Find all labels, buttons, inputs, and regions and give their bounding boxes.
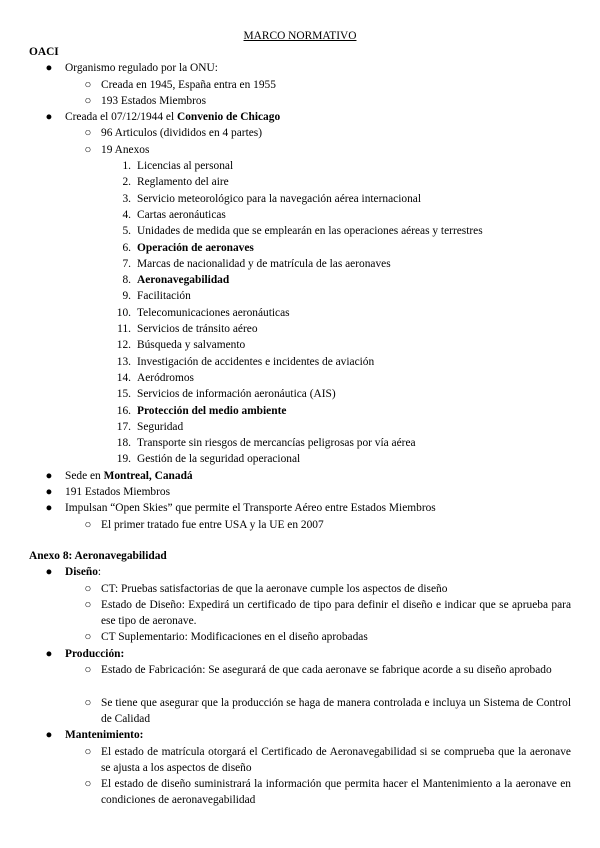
anexo-number: 4.: [122, 208, 131, 221]
list-item: ○ Estado de Diseño: Expedirá un certificado de tipo para definir el diseño e indicar que se aprueba para ese tipo de aeronave.: [84, 598, 571, 628]
anexo-number: 13.: [116, 355, 131, 368]
anexo-number: 2.: [122, 176, 131, 189]
circle-bullet-icon: ○: [84, 778, 92, 791]
anexo-label: Licencias al personal: [137, 160, 234, 173]
anexo-number: 14.: [116, 371, 131, 384]
disc-bullet-icon: ●: [45, 729, 53, 742]
anexo-label: Servicios de información aeronáutica (AIS): [137, 388, 336, 401]
anexo-label: Protección del medio ambiente: [137, 404, 287, 417]
anexo-label: Unidades de medida que se emplearán en las operaciones aéreas y terrestres: [137, 225, 483, 238]
anexo-item: [0, 207, 600, 223]
anexo-label: Seguridad: [137, 420, 184, 433]
circle-bullet-icon: ○: [84, 143, 92, 156]
list-item-open-skies: ● Impulsan “Open Skies” que permite el Transporte Aéreo entre Estados Miembros: [0, 500, 600, 516]
anexo-number: 10.: [116, 306, 131, 319]
anexo-label: Investigación de accidentes e incidentes de aviación: [137, 355, 375, 368]
list-item-miembros: ● 191 Estados Miembros: [0, 484, 600, 500]
circle-bullet-icon: ○: [84, 598, 92, 611]
disc-bullet-icon: ●: [45, 647, 53, 660]
anexo-number: 8.: [122, 274, 131, 287]
list-item: ○ 19 Anexos: [0, 142, 600, 158]
disc-bullet-icon: ●: [45, 111, 53, 124]
anexo-item: [0, 240, 600, 256]
anexo-item: [0, 223, 600, 239]
anexo-item: [0, 321, 600, 337]
anexo-item: [0, 451, 600, 467]
list-item: ○ CT Suplementario: Modificaciones en el diseño aprobadas: [0, 629, 600, 645]
anexo-number: 11.: [117, 323, 131, 336]
anexo-item: [0, 305, 600, 321]
list-item: ○ Se tiene que asegurar que la producción se haga de manera controlada e incluya un Sistema de Control de Calidad: [84, 696, 571, 725]
circle-bullet-icon: ○: [84, 78, 92, 91]
list-item-onu: ● Organismo regulado por la ONU:: [0, 60, 600, 76]
list-item-mantenimiento: ● Mantenimiento:: [0, 727, 600, 743]
anexo8-section: [0, 548, 600, 809]
anexo-label: Búsqueda y salvamento: [137, 339, 246, 352]
circle-bullet-icon: ○: [84, 582, 92, 595]
anexo-label: Facilitación: [137, 290, 191, 303]
anexo-number: 1.: [122, 160, 131, 173]
anexo-label: Servicio meteorológico para la navegación aérea internacional: [137, 192, 421, 205]
anexo8-heading: Anexo 8: Aeronavegabilidad: [29, 550, 167, 562]
list-item-sede: ● Sede en Montreal, Canadá: [0, 468, 600, 484]
anexo-item: [0, 256, 600, 272]
anexo-label: Reglamento del aire: [137, 176, 229, 189]
anexo-item: [0, 435, 600, 451]
anexo-item: [0, 386, 600, 402]
circle-bullet-icon: ○: [84, 664, 92, 677]
anexo-item: [0, 174, 600, 190]
circle-bullet-icon: ○: [84, 696, 92, 709]
page-title: MARCO NORMATIVO: [243, 30, 357, 42]
oaci-heading: OACI: [29, 46, 59, 58]
circle-bullet-icon: ○: [84, 745, 92, 758]
disc-bullet-icon: ●: [45, 62, 53, 75]
chicago-bold: Convenio de Chicago: [176, 111, 281, 124]
anexos-list: [0, 158, 600, 468]
anexo-label: Gestión de la seguridad operacional: [137, 453, 301, 466]
anexo-label: Operación de aeronaves: [137, 241, 254, 254]
oaci-section: [0, 44, 600, 533]
circle-bullet-icon: ○: [84, 94, 92, 107]
anexo-item: [0, 158, 600, 174]
anexo-item: [0, 370, 600, 386]
disc-bullet-icon: ●: [45, 502, 53, 515]
list-item-produccion: ● Producción:: [0, 646, 600, 662]
anexo-number: 17.: [116, 420, 131, 433]
circle-bullet-icon: ○: [84, 631, 92, 644]
anexo-item: [0, 288, 600, 304]
anexo-label: Aeronavegabilidad: [137, 274, 230, 287]
anexo-number: 18.: [116, 437, 131, 450]
anexo-number: 9.: [122, 290, 131, 303]
anexo-number: 19.: [116, 453, 131, 466]
anexo-item: [0, 403, 600, 419]
circle-bullet-icon: ○: [84, 518, 92, 531]
list-item: ○ 193 Estados Miembros: [0, 93, 600, 109]
anexo-item: [0, 272, 600, 288]
anexo-label: Servicios de tránsito aéreo: [137, 323, 258, 336]
list-item-diseno: ● Diseño:: [0, 564, 600, 580]
disc-bullet-icon: ●: [45, 486, 53, 499]
list-item: ○ Estado de Fabricación: Se asegurará de que cada aeronave se fabrique acorde a su diseño aprobado: [0, 662, 600, 695]
anexo-label: Marcas de nacionalidad y de matrícula de las aeronaves: [137, 257, 391, 270]
list-item: ○ El estado de diseño suministrará la información que permita hacer el Mantenimiento a la aeronave en condiciones de aeronavegabilidad: [84, 778, 571, 807]
list-item: ○ CT: Pruebas satisfactorias de que la aeronave cumple los aspectos de diseño: [0, 581, 600, 597]
anexo-label: Cartas aeronáuticas: [137, 208, 226, 221]
anexo-number: 12.: [116, 339, 131, 352]
anexo-item: [0, 354, 600, 370]
anexo-label: Aeródromos: [137, 371, 194, 384]
anexo-number: 15.: [116, 388, 131, 401]
anexo-number: 6.: [122, 241, 131, 254]
anexo-item: [0, 419, 600, 435]
disc-bullet-icon: ●: [45, 469, 53, 482]
circle-bullet-icon: ○: [84, 127, 92, 140]
anexo-item: [0, 337, 600, 353]
anexo-label: Telecomunicaciones aeronáuticas: [137, 306, 290, 319]
anexo-number: 16.: [116, 404, 131, 417]
anexo-number: 7.: [122, 257, 131, 270]
list-item: ○ El estado de matrícula otorgará el Certificado de Aeronavegabilidad si se comprueba que la aeronave se ajusta a los aspectos de diseño: [84, 745, 571, 774]
list-item: ○ Creada en 1945, España entra en 1955: [0, 77, 600, 93]
anexo-number: 5.: [122, 225, 131, 238]
anexo-label: Transporte sin riesgos de mercancías peligrosas por vía aérea: [137, 437, 416, 450]
anexo-number: 3.: [122, 192, 131, 205]
anexo-item: [0, 191, 600, 207]
list-item: ○ El primer tratado fue entre USA y la UE en 2007: [0, 517, 600, 533]
disc-bullet-icon: ●: [45, 566, 53, 579]
list-item: ○ 96 Articulos (divididos en 4 partes): [0, 125, 600, 141]
list-item-chicago: ● Creada el 07/12/1944 el Convenio de Chicago: [0, 109, 600, 125]
